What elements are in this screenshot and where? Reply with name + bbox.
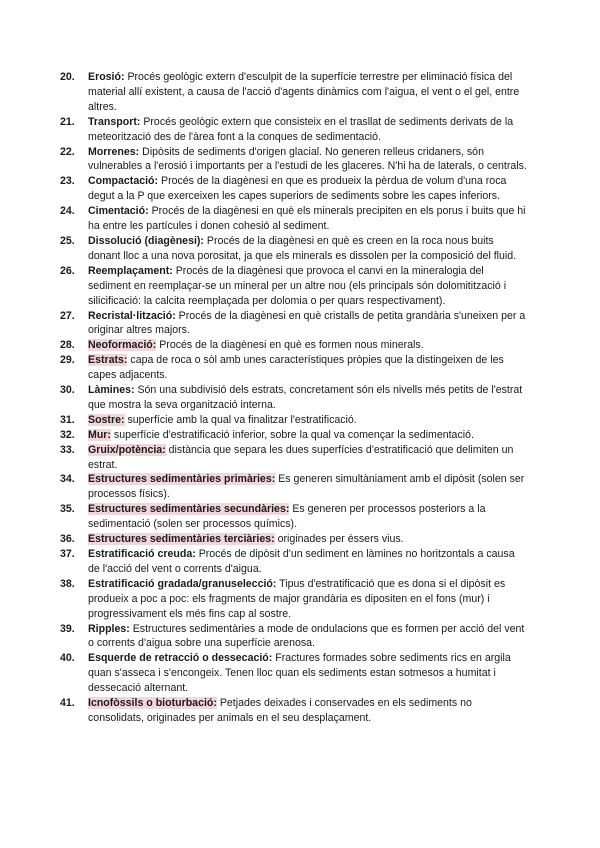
glossary-entry (60, 145, 528, 175)
entry-number: 37. (60, 548, 75, 560)
glossary-entry (60, 622, 528, 652)
entry-term: Erosió: (88, 71, 125, 83)
glossary-entry (60, 547, 528, 577)
entry-definition: Fractures formades sobre sediments rics en argila quan s'asseca i s'encongeix. Tenen lloc quan els sediments estan sotmesos a humitat i dessecació alternant. (88, 652, 511, 695)
entry-definition: Procés de la diagènesi en què els minerals precipiten en els porus i buits que hi ha entre les partícules i donen cohesió al sediment. (88, 205, 526, 233)
entry-number: 20. (60, 71, 75, 83)
entry-term: Transport: (88, 115, 141, 128)
entry-number: 25. (60, 234, 75, 247)
glossary-entry (60, 443, 528, 473)
entry-term: Estratificació creuda: (88, 548, 196, 560)
entry-definition: Procés de dipòsit d'un sediment en làmines no horitzontals a causa de l'acció del vent o corrents d'aigua. (88, 548, 515, 575)
entry-definition: distància que separa les dues superfícies d'estratificació que delimiten un estrat. (88, 443, 514, 471)
entry-number: 22. (60, 145, 75, 158)
glossary-entry (60, 234, 528, 264)
entry-definition: Procés geològic extern que consisteix en el trasllat de sediments derivats de la meteorització des de l'àrea font a la conques de sedimentació. (88, 115, 514, 143)
entry-definition: Procés de la diagènesi en que es produeix la pèrdua de volum d'una roca degut a la P que exerceixen les capes superiors de sediments sobre les capes inferiors. (88, 175, 507, 203)
entry-number: 31. (60, 413, 75, 426)
entry-term: Mur: (88, 428, 111, 441)
glossary-entry (60, 309, 528, 339)
glossary-list (60, 70, 528, 726)
glossary-entry (60, 115, 528, 145)
glossary-entry (60, 338, 528, 353)
entry-term: Compactació: (88, 175, 159, 188)
entry-number: 38. (60, 577, 75, 590)
entry-definition: Es generen simultàniament amb el dipòsit (solen ser processos físics). (88, 473, 525, 501)
entry-definition: Procés de la diagènesi en què es formen nous minerals. (156, 339, 424, 352)
entry-definition: Procés de la diagènesi que provoca el canvi en la mineralogia del sediment en reemplaçar-se un mineral per un altre nou (els principals són dolomitització i silicificació: la calcita reemplaçada per dolomia o per quars respectivament). (88, 264, 507, 307)
entry-number: 34. (60, 473, 75, 486)
entry-number: 41. (60, 697, 75, 710)
entry-number: 33. (60, 443, 75, 456)
glossary-entry (60, 413, 528, 428)
entry-term: Estructures sedimentàries secundàries: (88, 503, 290, 516)
entry-definition: Procés de la diagènesi en què es creen en la roca nous buits donant lloc a una nova porositat, ja que els minerals es dissolen per la composició del fluid. (88, 234, 517, 262)
entry-definition: Dipòsits de sediments d'origen glacial. No generen relleus cridaners, són vulnerables a l'erosió i importants per a l'estudi de les glaceres. N'hi ha de laterals, o centrals. (88, 145, 527, 173)
entry-term: Neoformació: (88, 339, 157, 352)
entry-definition: superfície d'estratificació inferior, sobre la qual va començar la sedimentació. (110, 428, 474, 441)
entry-term: Cimentació: (88, 205, 149, 218)
glossary-entry (60, 353, 528, 383)
entry-number: 27. (60, 309, 75, 322)
entry-number: 23. (60, 175, 75, 188)
entry-definition: Procés geològic extern d'esculpit de la superfície terrestre per eliminació física del material allí existent, a causa de l'acció d'agents dinàmics com l'aigua, el vent o el gel, entre altres. (88, 71, 520, 113)
entry-number: 39. (60, 622, 75, 635)
glossary-entry (60, 532, 528, 547)
glossary-entry (60, 502, 528, 532)
entry-term: Gruix/potència: (88, 443, 166, 456)
glossary-entry (60, 204, 528, 234)
glossary-entry (60, 264, 528, 309)
glossary-entry (60, 70, 528, 115)
glossary-entry (60, 696, 528, 726)
entry-term: Icnofòssils o bioturbació: (88, 697, 217, 710)
entry-definition: Tipus d'estratificació que es dona si el dipòsit es produeix a poc a poc: els fragments de major grandària es dipositen en el fons (mur) i progressivament els més fins cap al sostre. (88, 577, 506, 620)
entry-number: 26. (60, 264, 75, 277)
entry-number: 35. (60, 503, 75, 516)
entry-term: Estratificació gradada/granuselecció: (88, 577, 277, 590)
entry-term: Dissolució (diagènesi): (88, 234, 204, 247)
glossary-entry (60, 428, 528, 443)
entry-number: 32. (60, 428, 75, 441)
entry-number: 36. (60, 533, 75, 546)
glossary-entry (60, 577, 528, 622)
entry-number: 29. (60, 354, 75, 367)
entry-definition: Es generen per processos posteriors a la sedimentació (solen ser processos químics). (88, 503, 486, 531)
entry-term: Esquerde de retracció o dessecació: (88, 652, 273, 665)
entry-number: 24. (60, 205, 75, 218)
entry-term: Estructures sedimentàries terciàries: (88, 533, 275, 546)
glossary-entry (60, 174, 528, 204)
entry-term: Làmines: (88, 384, 135, 397)
entry-term: Morrenes: (88, 145, 140, 158)
glossary-entry (60, 383, 528, 413)
entry-term: Estrats: (88, 354, 128, 367)
entry-definition: Petjades deixades i conservades en els sediments no consolidats, originades per animals en el seu desplaçament. (88, 697, 472, 724)
entry-number: 28. (60, 339, 75, 352)
entry-definition: superfície amb la qual va finalitzar l'estratificació. (124, 413, 357, 426)
entry-term: Reemplaçament: (88, 264, 173, 277)
entry-term: Sostre: (88, 413, 125, 426)
entry-number: 40. (60, 652, 75, 665)
glossary-entry (60, 472, 528, 502)
entry-term: Ripples: (88, 622, 130, 635)
entry-definition: Estructures sedimentàries a mode de ondulacions que es formen per acció del vent o corrents d'aigua sobre una superfície arenosa. (88, 622, 525, 650)
entry-definition: originades per éssers vius. (274, 533, 404, 546)
glossary-entry (60, 651, 528, 696)
entry-number: 21. (60, 115, 75, 128)
entry-number: 30. (60, 384, 75, 397)
entry-definition: capa de roca o sòl amb unes característiques pròpies que la distingeixen de les capes adjacents. (88, 354, 504, 382)
entry-definition: Procés de la diagènesi en què cristalls de petita grandària s'uneixen per a originar altres majors. (88, 309, 526, 337)
entry-definition: Són una subdivisió dels estrats, concretament són els nivells més petits de l'estrat que mostra la seva organització interna. (88, 384, 523, 411)
entry-term: Estructures sedimentàries primàries: (88, 473, 276, 486)
entry-term: Recristal·lització: (88, 309, 176, 322)
